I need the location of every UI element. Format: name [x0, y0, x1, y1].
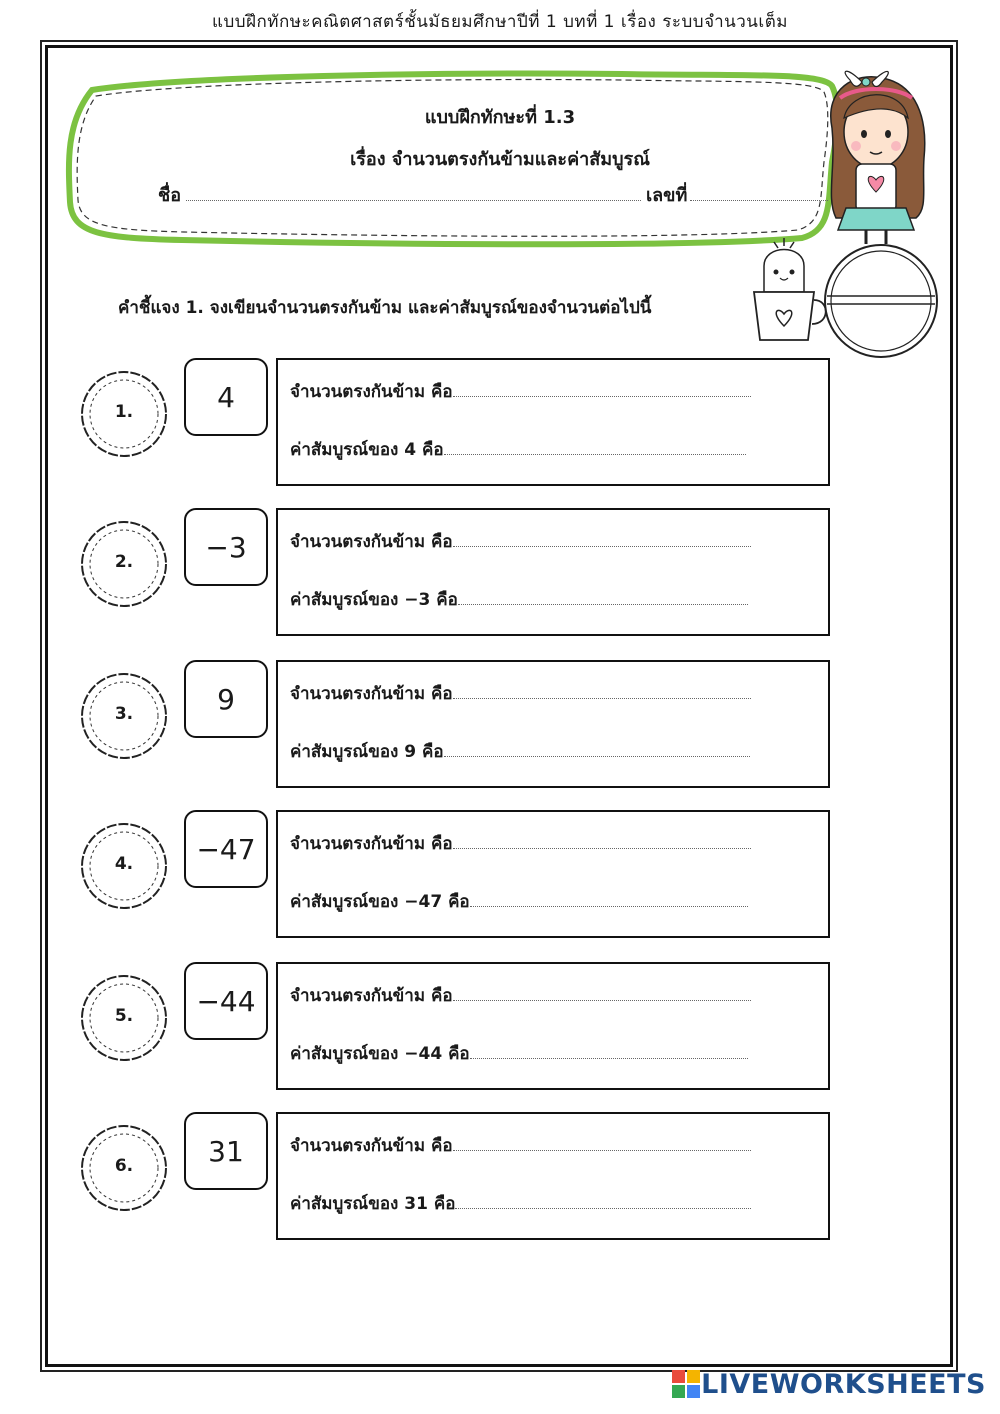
- exercise-item-6: [0, 1112, 1000, 1242]
- absolute-label: ค่าสัมบูรณ์ของ −3 คือ: [290, 590, 458, 610]
- item-label: 4.: [114, 854, 134, 874]
- name-field[interactable]: [186, 200, 641, 201]
- logo-text: LIVEWORKSHEETS: [701, 1368, 986, 1400]
- girl-illustration: [816, 68, 936, 244]
- answer-box: [276, 1112, 830, 1240]
- exercise-item-4: [0, 810, 1000, 940]
- liveworksheets-logo-icon: [671, 1369, 701, 1399]
- item-label: 6.: [114, 1156, 134, 1176]
- exercise-item-1: [0, 358, 1000, 488]
- opposite-label: จำนวนตรงกันข้าม คือ: [290, 532, 453, 552]
- number-value: −44: [184, 962, 268, 1040]
- absolute-line: [290, 586, 748, 613]
- number-field[interactable]: [690, 200, 828, 201]
- opposite-label: จำนวนตรงกันข้าม คือ: [290, 834, 453, 854]
- exercise-item-3: [0, 660, 1000, 790]
- opposite-label: จำนวนตรงกันข้าม คือ: [290, 1136, 453, 1156]
- item-label: 3.: [114, 704, 134, 724]
- exercise-item-5: [0, 962, 1000, 1092]
- absolute-answer-field[interactable]: [470, 1046, 748, 1059]
- opposite-answer-field[interactable]: [453, 836, 751, 849]
- opposite-label: จำนวนตรงกันข้าม คือ: [290, 382, 453, 402]
- absolute-label: ค่าสัมบูรณ์ของ −47 คือ: [290, 892, 470, 912]
- absolute-label: ค่าสัมบูรณ์ของ 4 คือ: [290, 440, 444, 460]
- number-label: เลขที่: [646, 185, 688, 206]
- liveworksheets-logo: [671, 1366, 986, 1402]
- absolute-label: ค่าสัมบูรณ์ของ 31 คือ: [290, 1194, 456, 1214]
- number-value: −3: [184, 508, 268, 586]
- opposite-answer-field[interactable]: [453, 1138, 751, 1151]
- absolute-label: ค่าสัมบูรณ์ของ −44 คือ: [290, 1044, 470, 1064]
- absolute-answer-field[interactable]: [470, 894, 748, 907]
- answer-box: [276, 358, 830, 486]
- absolute-answer-field[interactable]: [458, 592, 748, 605]
- worksheet-header: แบบฝึกทักษะคณิตศาสตร์ชั้นมัธยมศึกษาปีที่ 1 บทที่ 1 เรื่อง ระบบจำนวนเต็ม: [212, 12, 788, 32]
- answer-box: [276, 660, 830, 788]
- opposite-answer-field[interactable]: [453, 686, 751, 699]
- opposite-line: [290, 680, 751, 707]
- absolute-line: [290, 738, 750, 765]
- name-label: ชื่อ: [158, 185, 182, 206]
- opposite-answer-field[interactable]: [453, 988, 751, 1001]
- worksheet-subtitle: เรื่อง จำนวนตรงกันข้ามและค่าสัมบูรณ์: [350, 149, 650, 170]
- number-value: 9: [184, 660, 268, 738]
- opposite-answer-field[interactable]: [453, 534, 751, 547]
- name-row: [158, 180, 830, 208]
- instruction-text: คำชี้แจง 1. จงเขียนจำนวนตรงกันข้าม และค่าสัมบูรณ์ของจำนวนต่อไปนี้: [118, 298, 652, 318]
- number-value: 4: [184, 358, 268, 436]
- item-label: 1.: [114, 402, 134, 422]
- opposite-label: จำนวนตรงกันข้าม คือ: [290, 986, 453, 1006]
- absolute-answer-field[interactable]: [444, 744, 750, 757]
- answer-box: [276, 962, 830, 1090]
- opposite-line: [290, 1132, 751, 1159]
- number-value: −47: [184, 810, 268, 888]
- absolute-line: [290, 436, 746, 463]
- absolute-line: [290, 1040, 748, 1067]
- item-label: 2.: [114, 552, 134, 572]
- fraction-circle-graphic: [822, 242, 940, 360]
- opposite-line: [290, 982, 751, 1009]
- opposite-answer-field[interactable]: [453, 384, 751, 397]
- answer-box: [276, 810, 830, 938]
- absolute-answer-field[interactable]: [444, 442, 746, 455]
- absolute-answer-field[interactable]: [455, 1196, 751, 1209]
- opposite-line: [290, 378, 751, 405]
- item-label: 5.: [114, 1006, 134, 1026]
- absolute-line: [290, 888, 748, 915]
- opposite-label: จำนวนตรงกันข้าม คือ: [290, 684, 453, 704]
- cactus-cup-illustration: [744, 236, 834, 346]
- absolute-line: [290, 1190, 751, 1217]
- answer-box: [276, 508, 830, 636]
- opposite-line: [290, 528, 751, 555]
- opposite-line: [290, 830, 751, 857]
- number-value: 31: [184, 1112, 268, 1190]
- exercise-item-2: [0, 508, 1000, 638]
- worksheet-title: แบบฝึกทักษะที่ 1.3: [424, 107, 576, 128]
- absolute-label: ค่าสัมบูรณ์ของ 9 คือ: [290, 742, 444, 762]
